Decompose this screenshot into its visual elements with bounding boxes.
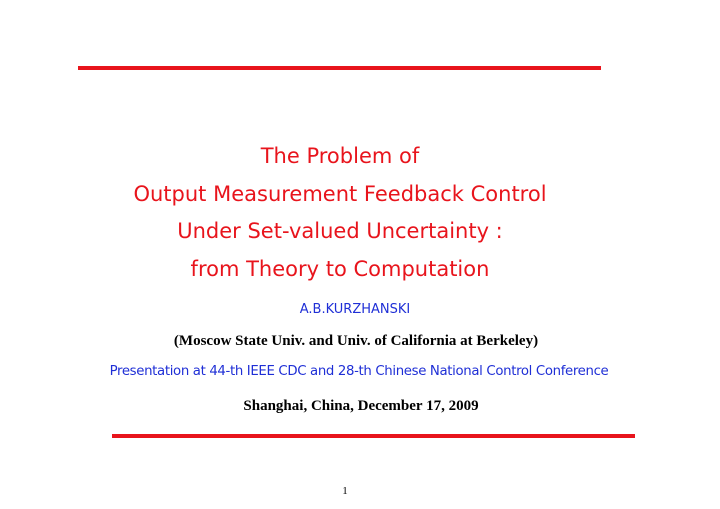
top-divider-rule	[78, 66, 601, 70]
page-number: 1	[342, 485, 348, 497]
slide-title	[0, 138, 680, 288]
author-affiliation: (Moscow State Univ. and Univ. of California at Berkeley)	[173, 333, 539, 349]
title-line-3: Under Set-valued Uncertainty :	[177, 219, 503, 243]
title-line-1: The Problem of	[260, 144, 420, 168]
location-date: Shanghai, China, December 17, 2009	[243, 398, 479, 414]
author-name: A.B.KURZHANSKI	[299, 302, 411, 317]
presentation-venue: Presentation at 44-th IEEE CDC and 28-th Chinese National Control Conference	[109, 364, 609, 379]
title-line-4: from Theory to Computation	[190, 256, 490, 281]
bottom-divider-rule	[112, 434, 635, 438]
title-line-2: Output Measurement Feedback Control	[133, 181, 547, 206]
